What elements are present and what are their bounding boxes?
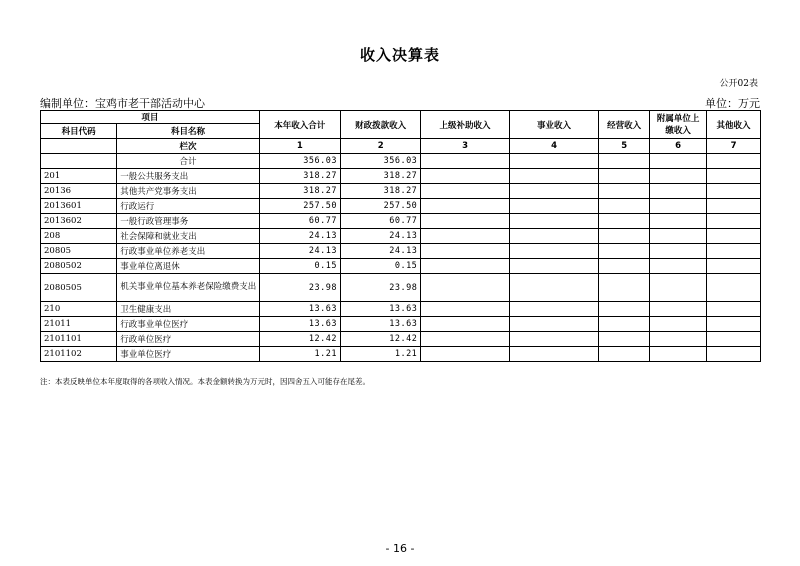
total-income-value: 60.77 — [259, 214, 340, 229]
subject-name: 合计 — [117, 154, 259, 169]
col-number: 2 — [340, 139, 420, 154]
subject-code: 2101102 — [41, 347, 117, 362]
table-row — [41, 169, 761, 184]
subject-name: 其他共产党事务支出 — [117, 184, 259, 199]
subject-name: 行政单位医疗 — [117, 332, 259, 347]
total-income-value: 23.98 — [259, 274, 340, 302]
subject-code: 2013602 — [41, 214, 117, 229]
subject-name: 行政事业单位养老支出 — [117, 244, 259, 259]
col-number: 5 — [599, 139, 650, 154]
header-superior-income: 上级补助收入 — [421, 111, 509, 139]
subject-code: 2080502 — [41, 259, 117, 274]
total-income-value: 24.13 — [259, 229, 340, 244]
subject-code: 20136 — [41, 184, 117, 199]
fiscal-income-value: 356.03 — [340, 154, 420, 169]
fiscal-income-value: 13.63 — [340, 317, 420, 332]
page-title: 收入决算表 — [359, 46, 440, 64]
subject-code: 2080505 — [41, 274, 117, 302]
subject-name: 卫生健康支出 — [117, 302, 259, 317]
subject-name: 事业单位离退休 — [117, 259, 259, 274]
col-number: 1 — [259, 139, 340, 154]
page-number: - 16 - — [385, 542, 415, 555]
subject-name: 一般行政管理事务 — [117, 214, 259, 229]
table-row — [41, 302, 761, 317]
subject-name: 行政运行 — [117, 199, 259, 214]
total-income-value: 1.21 — [259, 347, 340, 362]
table-code: 公开02表 — [719, 79, 758, 89]
total-income-value: 0.15 — [259, 259, 340, 274]
total-income-value: 24.13 — [259, 244, 340, 259]
total-income-value: 318.27 — [259, 184, 340, 199]
subject-name: 一般公共服务支出 — [117, 169, 259, 184]
header-affiliated-income: 附属单位上缴收入 — [650, 111, 707, 139]
total-income-value: 356.03 — [259, 154, 340, 169]
fiscal-income-value: 24.13 — [340, 244, 420, 259]
fiscal-income-value: 318.27 — [340, 184, 420, 199]
fiscal-income-value: 257.50 — [340, 199, 420, 214]
subject-code: 20805 — [41, 244, 117, 259]
header-other-income: 其他收入 — [707, 111, 761, 139]
fiscal-income-value: 318.27 — [340, 169, 420, 184]
subject-name: 社会保障和就业支出 — [117, 229, 259, 244]
col-number: 3 — [421, 139, 509, 154]
table-row — [41, 184, 761, 199]
header-subject-code: 科目代码 — [41, 124, 117, 139]
fiscal-income-value: 12.42 — [340, 332, 420, 347]
subject-code: 21011 — [41, 317, 117, 332]
total-income-value: 12.42 — [259, 332, 340, 347]
fiscal-income-value: 1.21 — [340, 347, 420, 362]
compiling-unit: 编制单位：宝鸡市老干部活动中心 — [40, 97, 205, 110]
table-row — [41, 332, 761, 347]
col-number: 4 — [509, 139, 598, 154]
subject-name: 机关事业单位基本养老保险缴费支出 — [117, 274, 259, 302]
table-row-total — [41, 154, 761, 169]
subject-code: 208 — [41, 229, 117, 244]
fiscal-income-value: 0.15 — [340, 259, 420, 274]
currency-unit: 单位：万元 — [705, 97, 760, 110]
header-operating-income: 经营收入 — [599, 111, 650, 139]
fiscal-income-value: 23.98 — [340, 274, 420, 302]
subject-code: 201 — [41, 169, 117, 184]
header-business-income: 事业收入 — [509, 111, 598, 139]
table-note: 注：本表反映单位本年度取得的各项收入情况。本表金额转换为万元时，因四舍五入可能存在尾差。 — [40, 377, 370, 386]
table-row — [41, 199, 761, 214]
table-row — [41, 229, 761, 244]
total-income-value: 13.63 — [259, 302, 340, 317]
col-number: 7 — [707, 139, 761, 154]
subject-name: 事业单位医疗 — [117, 347, 259, 362]
table-row — [41, 274, 761, 302]
subject-code: 2101101 — [41, 332, 117, 347]
header-total-income: 本年收入合计 — [259, 111, 340, 139]
subject-code: 210 — [41, 302, 117, 317]
table-row — [41, 244, 761, 259]
fiscal-income-value: 24.13 — [340, 229, 420, 244]
header-subject-name: 科目名称 — [117, 124, 259, 139]
header-col-label: 栏次 — [117, 139, 259, 154]
table-row — [41, 347, 761, 362]
header-project: 项目 — [41, 111, 260, 124]
total-income-value: 257.50 — [259, 199, 340, 214]
fiscal-income-value: 60.77 — [340, 214, 420, 229]
header-fiscal-income: 财政拨款收入 — [340, 111, 420, 139]
subject-name: 行政事业单位医疗 — [117, 317, 259, 332]
total-income-value: 318.27 — [259, 169, 340, 184]
subject-code — [41, 154, 117, 169]
col-number: 6 — [650, 139, 707, 154]
table-row — [41, 259, 761, 274]
table-row — [41, 214, 761, 229]
income-table — [40, 110, 761, 362]
subject-code: 2013601 — [41, 199, 117, 214]
total-income-value: 13.63 — [259, 317, 340, 332]
fiscal-income-value: 13.63 — [340, 302, 420, 317]
table-row — [41, 317, 761, 332]
